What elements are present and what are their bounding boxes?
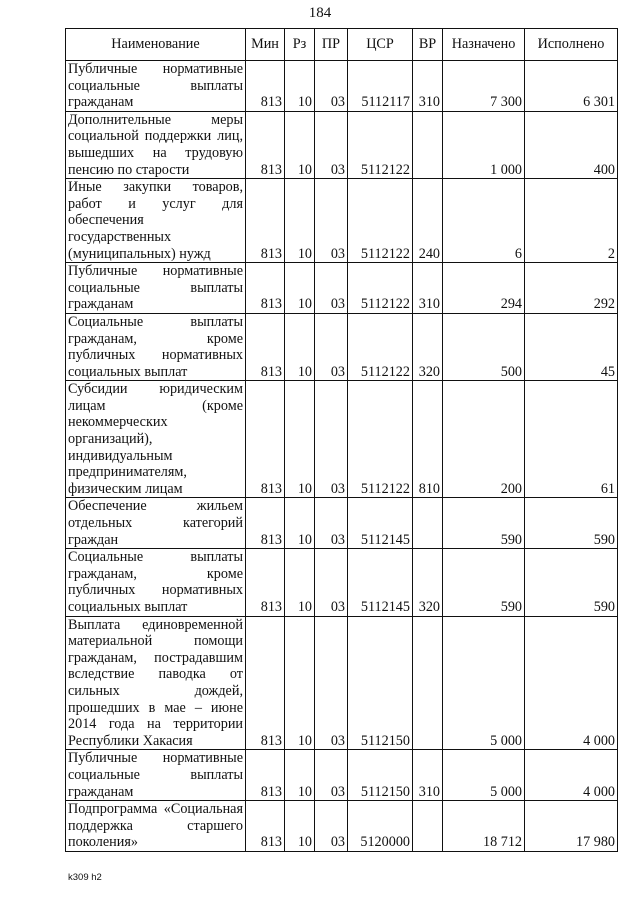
cell-vr: 240 [413,179,443,263]
cell-vr: 310 [413,263,443,314]
cell-min: 813 [246,179,285,263]
cell-csr: 5112150 [348,616,413,750]
cell-rz: 10 [285,263,315,314]
cell-pr: 03 [315,801,348,852]
cell-vr [413,801,443,852]
table-row [66,801,618,852]
cell-csr: 5112145 [348,498,413,549]
cell-name: Подпрограмма «Социальная поддержка старшего поколения» [66,801,246,852]
cell-min: 813 [246,801,285,852]
budget-table [65,28,618,852]
cell-rz: 10 [285,313,315,380]
header-vr: ВР [413,29,443,61]
cell-assigned: 18 712 [443,801,525,852]
table-row [66,263,618,314]
header-assigned: Назначено [443,29,525,61]
cell-assigned: 5 000 [443,750,525,801]
cell-pr: 03 [315,111,348,178]
cell-rz: 10 [285,498,315,549]
cell-vr: 320 [413,313,443,380]
cell-pr: 03 [315,616,348,750]
cell-vr [413,498,443,549]
cell-name: Субсидии юридическим лицам (кроме некоммерческих организаций), индивидуальным предпринимателям, физическим лицам [66,381,246,498]
cell-csr: 5112117 [348,61,413,112]
cell-vr [413,616,443,750]
cell-name: Публичные нормативные социальные выплаты гражданам [66,61,246,112]
cell-min: 813 [246,111,285,178]
table-row [66,61,618,112]
cell-executed: 4 000 [525,616,618,750]
cell-pr: 03 [315,381,348,498]
cell-name: Социальные выплаты гражданам, кроме публичных нормативных социальных выплат [66,313,246,380]
cell-vr: 810 [413,381,443,498]
table-row [66,549,618,616]
cell-min: 813 [246,549,285,616]
cell-executed: 17 980 [525,801,618,852]
cell-name: Выплата единовременной материальной помощи гражданам, пострадавшим вследствие паводка от сильных дождей, прошедших в мае – июне 2014 года на территории Республики Хакасия [66,616,246,750]
cell-pr: 03 [315,313,348,380]
cell-assigned: 6 [443,179,525,263]
cell-rz: 10 [285,801,315,852]
cell-min: 813 [246,616,285,750]
cell-name: Публичные нормативные социальные выплаты гражданам [66,750,246,801]
cell-rz: 10 [285,750,315,801]
cell-pr: 03 [315,549,348,616]
cell-name: Публичные нормативные социальные выплаты гражданам [66,263,246,314]
footer-code: k309 h2 [68,872,102,883]
cell-assigned: 590 [443,549,525,616]
cell-executed: 590 [525,498,618,549]
cell-executed: 61 [525,381,618,498]
cell-rz: 10 [285,381,315,498]
cell-name: Обеспечение жильем отдельных категорий граждан [66,498,246,549]
cell-assigned: 500 [443,313,525,380]
header-name: Наименование [66,29,246,61]
cell-csr: 5112145 [348,549,413,616]
header-csr: ЦСР [348,29,413,61]
table-row [66,313,618,380]
table-row [66,616,618,750]
cell-csr: 5112122 [348,179,413,263]
cell-min: 813 [246,313,285,380]
cell-name: Дополнительные меры социальной поддержки лиц, вышедших на трудовую пенсию по старости [66,111,246,178]
cell-executed: 2 [525,179,618,263]
page-number: 184 [308,5,332,21]
cell-csr: 5112122 [348,263,413,314]
cell-assigned: 1 000 [443,111,525,178]
cell-csr: 5112122 [348,381,413,498]
cell-executed: 292 [525,263,618,314]
cell-executed: 45 [525,313,618,380]
table-row [66,750,618,801]
header-pr: ПР [315,29,348,61]
cell-assigned: 7 300 [443,61,525,112]
table-row [66,179,618,263]
cell-pr: 03 [315,750,348,801]
header-min: Мин [246,29,285,61]
cell-vr: 310 [413,750,443,801]
cell-min: 813 [246,263,285,314]
cell-rz: 10 [285,61,315,112]
cell-rz: 10 [285,549,315,616]
header-executed: Исполнено [525,29,618,61]
cell-pr: 03 [315,498,348,549]
cell-executed: 6 301 [525,61,618,112]
cell-min: 813 [246,381,285,498]
cell-executed: 400 [525,111,618,178]
cell-vr: 320 [413,549,443,616]
cell-assigned: 5 000 [443,616,525,750]
cell-assigned: 294 [443,263,525,314]
cell-min: 813 [246,750,285,801]
cell-vr [413,111,443,178]
cell-pr: 03 [315,263,348,314]
cell-name: Иные закупки товаров, работ и услуг для обеспечения государственных (муниципальных) нужд [66,179,246,263]
table-header-row [66,29,618,61]
cell-pr: 03 [315,179,348,263]
cell-min: 813 [246,61,285,112]
cell-csr: 5120000 [348,801,413,852]
table-body [66,61,618,852]
table-row [66,111,618,178]
cell-assigned: 590 [443,498,525,549]
cell-min: 813 [246,498,285,549]
cell-rz: 10 [285,111,315,178]
cell-vr: 310 [413,61,443,112]
cell-name: Социальные выплаты гражданам, кроме публичных нормативных социальных выплат [66,549,246,616]
cell-csr: 5112150 [348,750,413,801]
cell-executed: 590 [525,549,618,616]
cell-csr: 5112122 [348,313,413,380]
cell-rz: 10 [285,616,315,750]
table-row [66,381,618,498]
cell-executed: 4 000 [525,750,618,801]
table-row [66,498,618,549]
cell-csr: 5112122 [348,111,413,178]
cell-pr: 03 [315,61,348,112]
header-rz: Рз [285,29,315,61]
cell-rz: 10 [285,179,315,263]
cell-assigned: 200 [443,381,525,498]
